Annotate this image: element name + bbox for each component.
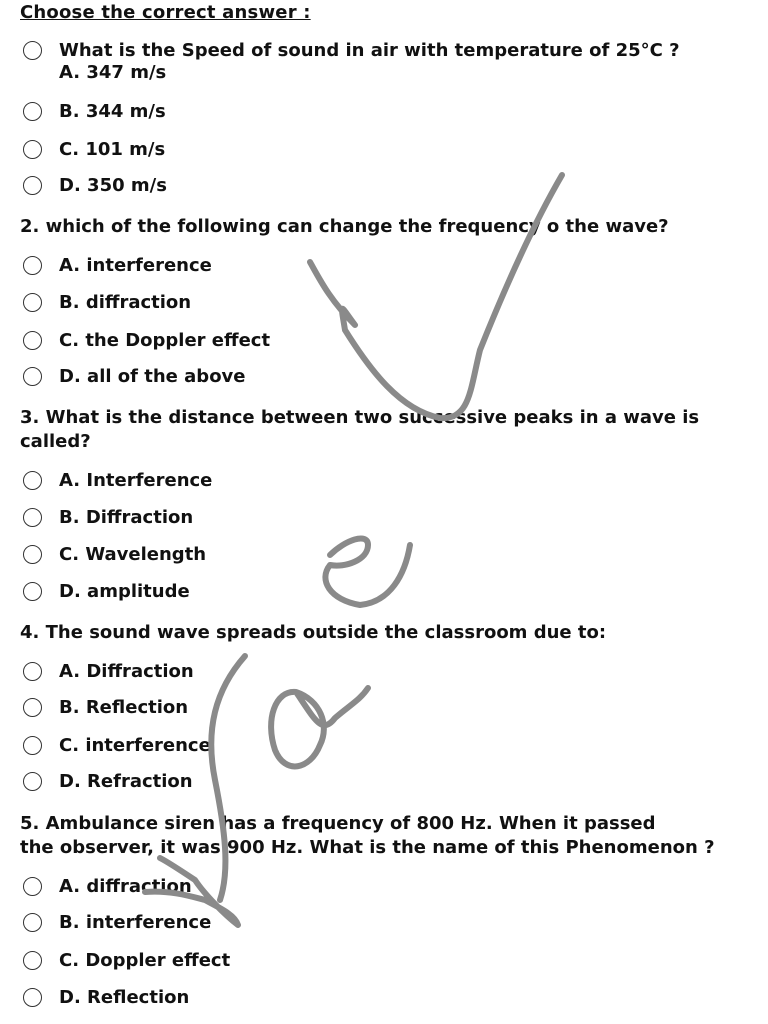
q1-option-b-label: B. 344 m/s [59,100,166,122]
question-5-text [20,812,740,860]
q2-option-d-label: D. all of the above [59,365,246,387]
q2-option-b[interactable] [20,289,191,315]
q2-option-d[interactable] [20,363,246,389]
q3-radio-c[interactable] [23,545,42,564]
q1-option-c-label: C. 101 m/s [59,138,166,160]
q1-radio-a[interactable] [23,41,42,60]
q4-option-a-label: A. Diffraction [59,660,194,682]
question-1-text: What is the Speed of sound in air with temperature of 25°C ? [59,39,680,61]
q5-radio-b[interactable] [23,913,42,932]
q3-option-a[interactable] [20,467,212,493]
signature-bowl-icon [271,688,368,766]
q5-option-b-label: B. interference [59,911,212,933]
q2-radio-c[interactable] [23,331,42,350]
q4-radio-a[interactable] [23,662,42,681]
q1-option-d-label: D. 350 m/s [59,174,167,196]
q5-option-a[interactable] [20,873,192,899]
q2-radio-d[interactable] [23,367,42,386]
q3-option-d-label: D. amplitude [59,580,190,602]
q5-option-a-label: A. diffraction [59,875,192,897]
q3-option-b[interactable] [20,504,193,530]
question-3-line-2: called? [20,431,91,452]
signature-loop-e-icon [325,538,410,605]
q4-option-c-label: C. interference [59,734,211,756]
q2-option-c[interactable] [20,327,270,353]
q3-option-c-label: C. Wavelength [59,543,207,565]
q4-radio-b[interactable] [23,698,42,717]
question-5-line-2: the observer, it was 900 Hz. What is the name of this Phenomenon ? [20,837,715,858]
q1-option-b[interactable] [20,98,166,124]
question-3-line-1: 3. What is the distance between two successive peaks in a wave is [20,407,700,428]
q5-radio-d[interactable] [23,988,42,1007]
q4-option-d[interactable] [20,768,193,794]
q2-option-c-label: C. the Doppler effect [59,329,271,351]
q3-option-a-label: A. Interference [59,469,213,491]
q4-option-a[interactable] [20,658,194,684]
q1-radio-b[interactable] [23,102,42,121]
q1-radio-d[interactable] [23,176,42,195]
q5-option-d-label: D. Reflection [59,986,190,1008]
signature-loop-a-icon [211,656,245,900]
q2-radio-a[interactable] [23,256,42,275]
q4-radio-d[interactable] [23,772,42,791]
q1-option-c[interactable] [20,136,165,162]
q5-option-d[interactable] [20,984,189,1010]
q2-option-a-label: A. interference [59,254,212,276]
q5-option-b[interactable] [20,909,211,935]
q1-radio-c[interactable] [23,140,42,159]
q3-radio-a[interactable] [23,471,42,490]
q5-option-c[interactable] [20,947,230,973]
question-1 [20,38,680,62]
q4-option-b[interactable] [20,694,188,720]
q1-option-d[interactable] [20,172,167,198]
q3-option-d[interactable] [20,578,190,604]
q2-radio-b[interactable] [23,293,42,312]
q5-option-c-label: C. Doppler effect [59,949,231,971]
question-5-line-1: 5. Ambulance siren has a frequency of 800 Hz. When it passed [20,813,656,834]
q3-radio-d[interactable] [23,582,42,601]
question-4-text: 4. The sound wave spreads outside the classroom due to: [20,622,607,643]
q1-option-a-label: A. 347 m/s [59,62,167,83]
q3-radio-b[interactable] [23,508,42,527]
question-3-text [20,406,740,454]
q2-option-b-label: B. diffraction [59,291,192,313]
q5-radio-a[interactable] [23,877,42,896]
q4-option-c[interactable] [20,732,211,758]
checkmark-stroke-icon [310,175,562,418]
q4-option-d-label: D. Refraction [59,770,193,792]
q3-option-b-label: B. Diffraction [59,506,194,528]
q4-radio-c[interactable] [23,736,42,755]
q2-option-a[interactable] [20,252,212,278]
question-2-text: 2. which of the following can change the frequency o the wave? [20,216,669,237]
q5-radio-c[interactable] [23,951,42,970]
page-title: Choose the correct answer : [20,2,311,23]
q4-option-b-label: B. Reflection [59,696,189,718]
q3-option-c[interactable] [20,541,206,567]
